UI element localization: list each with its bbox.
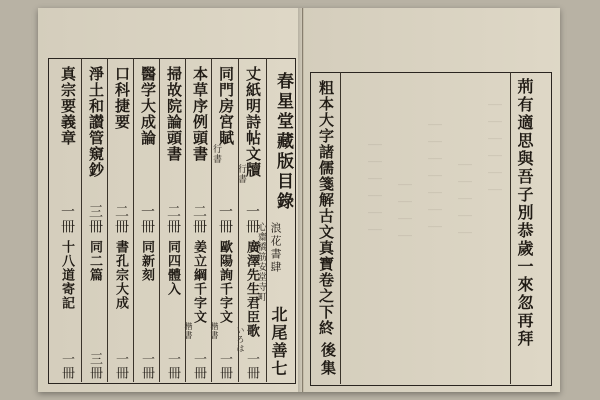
right-page xyxy=(304,8,560,392)
column-divider xyxy=(266,58,267,382)
column-divider xyxy=(185,58,186,382)
entry-qty: 一冊 xyxy=(217,204,233,234)
entry-title: 丈紙明詩帖文牘 xyxy=(244,66,262,178)
entry-lower-qty: 一冊 xyxy=(244,352,259,380)
bleed-through-text: ｜｜｜｜｜｜｜ xyxy=(426,118,442,237)
closing-title: 粗本大字諸儒箋解古文真寶卷之下終 xyxy=(317,80,335,336)
entry-lower-title: 姜立綱千字文 xyxy=(191,240,206,324)
entry-lower-qty: 一冊 xyxy=(139,352,154,380)
entry-qty: 一冊 xyxy=(139,204,155,234)
bleed-through-text: ｜｜｜｜｜ xyxy=(456,158,472,243)
entry-title: 本草序例頭書 xyxy=(191,66,209,162)
entry-note: 行書 xyxy=(211,144,221,164)
entry-lower-qty: 一冊 xyxy=(113,352,128,380)
entry-lower-title: 同四體入 xyxy=(165,240,180,296)
column-divider xyxy=(107,58,108,382)
entry-qty: 一冊 xyxy=(244,204,260,234)
entry-lower-note: 楷書 xyxy=(184,322,193,340)
column-divider xyxy=(238,58,239,382)
imprint-place: 心齋橋筋安堂寺町 xyxy=(256,222,266,302)
bleed-through-text: ｜｜｜｜｜｜ xyxy=(366,138,382,240)
left-page xyxy=(38,8,303,392)
entry-lower-title: 書孔宗大成 xyxy=(113,240,128,310)
entry-lower-title: 歐陽詢千字文 xyxy=(217,240,232,324)
column-divider xyxy=(340,72,341,384)
volume-label: 後集 xyxy=(319,342,337,378)
catalog-heading: 春星堂藏版目錄 xyxy=(273,72,293,212)
entry-qty: 二冊 xyxy=(165,204,181,234)
column-divider xyxy=(81,58,82,382)
entry-lower-title: 廣澤先生君臣歌 xyxy=(244,240,259,338)
column-divider xyxy=(133,58,134,382)
entry-title: 口科捷要 xyxy=(113,66,131,130)
entry-title: 真宗要義章 xyxy=(59,66,77,146)
text-column: 荊有適思與吾子別恭歲一來忽再拜 xyxy=(515,78,534,348)
publisher-name: 北尾善七 xyxy=(269,306,288,378)
entry-lower-qty: 三冊 xyxy=(87,352,102,380)
entry-qty: 二冊 xyxy=(113,204,129,234)
entry-title: 掃故院論頭書 xyxy=(165,66,183,162)
column-divider xyxy=(159,58,160,382)
entry-lower-qty: 一冊 xyxy=(191,352,206,380)
entry-qty: 二冊 xyxy=(191,204,207,234)
entry-lower-note: いろは xyxy=(236,326,245,353)
column-divider xyxy=(211,58,212,382)
entry-title: 醫学大成論 xyxy=(139,66,157,146)
bleed-through-text: ｜｜｜｜ xyxy=(396,178,412,246)
entry-qty: 三冊 xyxy=(87,204,103,234)
column-divider xyxy=(510,72,511,384)
entry-title: 淨土和讃管窺鈔 xyxy=(87,66,105,178)
entry-lower-qty: 一冊 xyxy=(59,352,74,380)
entry-lower-note: 楷書 xyxy=(210,322,219,340)
bleed-through-text: ｜｜｜｜｜｜ xyxy=(486,98,502,200)
catalog-subheading: 浪花書肆 xyxy=(269,222,282,274)
entry-lower-title: 同新刻 xyxy=(139,240,154,282)
open-book xyxy=(38,8,560,392)
entry-lower-qty: 一冊 xyxy=(165,352,180,380)
entry-qty: 一冊 xyxy=(59,204,75,234)
entry-title: 同門房宮賦 xyxy=(217,66,235,146)
entry-lower-title: 十八道寄記 xyxy=(59,240,74,310)
entry-note: 行書 xyxy=(236,164,246,184)
entry-lower-title: 同二篇 xyxy=(87,240,102,282)
entry-lower-qty: 一冊 xyxy=(217,352,232,380)
